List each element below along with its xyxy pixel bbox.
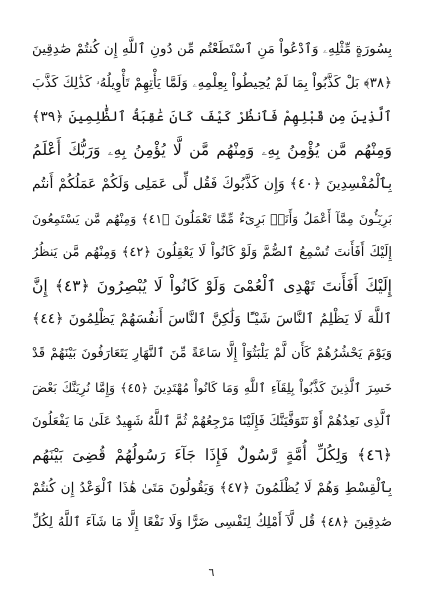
verse-line-5: بِٱلْمُفْسِدِينَ ﴿٤٠﴾ وَإِن كَذَّبُوكَ فَقُل لِّى عَمَلِى وَلَكُمْ عَمَلُكُمْ أَنتُم (32, 176, 392, 193)
verse-line-15: صَٰدِقِينَ ﴿٤٨﴾ قُل لَّآ أَمْلِكُ لِنَفْسِى ضَرًّا وَلَا نَفْعًا إِلَّا مَا شَآءَ ٱللَّهُ لِكُلِّ (32, 515, 392, 531)
verse-line-9: ٱللَّهَ لَا يَظْلِمُ ٱلنَّاسَ شَيْـًٔا وَلَٰكِنَّ ٱلنَّاسَ أَنفُسَهُمْ يَظْلِمُونَ ﴿٤٤﴾ (32, 311, 392, 328)
verse-line-4: وَمِنْهُم مَّن يُؤْمِنُ بِهِۦ وَمِنْهُم مَّن لَّا يُؤْمِنُ بِهِۦ وَرَبُّكَ أَعْلَمُ (32, 141, 392, 160)
verse-line-3: ٱلَّذِينَ مِن قَبْلِهِمْ فَٱنظُرْ كَيْفَ كَانَ عَٰقِبَةُ ٱلظَّٰلِمِينَ ﴿٣٩﴾ (32, 108, 392, 125)
verse-line-8: إِلَيْكَ أَفَأَنتَ تَهْدِى ٱلْعُمْىَ وَلَوْ كَانُواْ لَا يُبْصِرُونَ ﴿٤٣﴾ إِنَّ (32, 276, 392, 295)
page-number: ٦ (208, 566, 215, 579)
verse-line-2: ﴿٣٨﴾ بَلْ كَذَّبُواْ بِمَا لَمْ يُحِيطُواْ بِعِلْمِهِۦ وَلَمَّا يَأْتِهِمْ تَأْوِيلُهُۥ كَذَٰلِكَ كَذَّبَ (32, 74, 392, 91)
verse-line-1: بِسُورَةٍ مِّثْلِهِۦ وَٱدْعُواْ مَنِ ٱسْتَطَعْتُم مِّن دُونِ ٱللَّهِ إِن كُنتُمْ صَٰدِقِينَ (32, 41, 392, 57)
verse-line-13: ﴿٤٦﴾ وَلِكُلِّ أُمَّةٍ رَّسُولٌ فَإِذَا جَآءَ رَسُولُهُمْ قُضِىَ بَيْنَهُم (32, 445, 392, 464)
verse-line-10: وَيَوْمَ يَحْشُرُهُمْ كَأَن لَّمْ يَلْبَثُوٓاْ إِلَّا سَاعَةً مِّنَ ٱلنَّهَارِ يَتَعَارَفُونَ بَيْنَهُمْ قَدْ (32, 346, 392, 362)
verse-text-block (32, 33, 392, 540)
verse-line-11: خَسِرَ ٱلَّذِينَ كَذَّبُواْ بِلِقَآءِ ٱللَّهِ وَمَا كَانُواْ مُهْتَدِينَ ﴿٤٥﴾ وَإِمَّا نُرِيَنَّكَ بَعْضَ (32, 379, 392, 395)
verse-line-12: ٱلَّذِى نَعِدُهُمْ أَوْ نَتَوَفَّيَنَّكَ فَإِلَيْنَا مَرْجِعُهُمْ ثُمَّ ٱللَّهُ شَهِيدٌ عَلَىٰ مَا يَفْعَلُونَ (32, 413, 392, 429)
verse-line-6: بَرِيٓـُٔونَ مِمَّآ أَعْمَلُ وَأَنَا۠ بَرِىٓءٌ مِّمَّا تَعْمَلُونَ ﴿٤١﴾ وَمِنْهُم مَّن يَسْتَمِعُونَ (32, 210, 392, 226)
verse-line-7: إِلَيْكَ أَفَأَنتَ تُسْمِعُ ٱلصُّمَّ وَلَوْ كَانُواْ لَا يَعْقِلُونَ ﴿٤٢﴾ وَمِنْهُم مَّن يَنظُرُ (32, 244, 392, 260)
verse-line-14: بِٱلْقِسْطِ وَهُمْ لَا يُظْلَمُونَ ﴿٤٧﴾ وَيَقُولُونَ مَتَىٰ هَٰذَا ٱلْوَعْدُ إِن كُنتُمْ (32, 480, 392, 497)
